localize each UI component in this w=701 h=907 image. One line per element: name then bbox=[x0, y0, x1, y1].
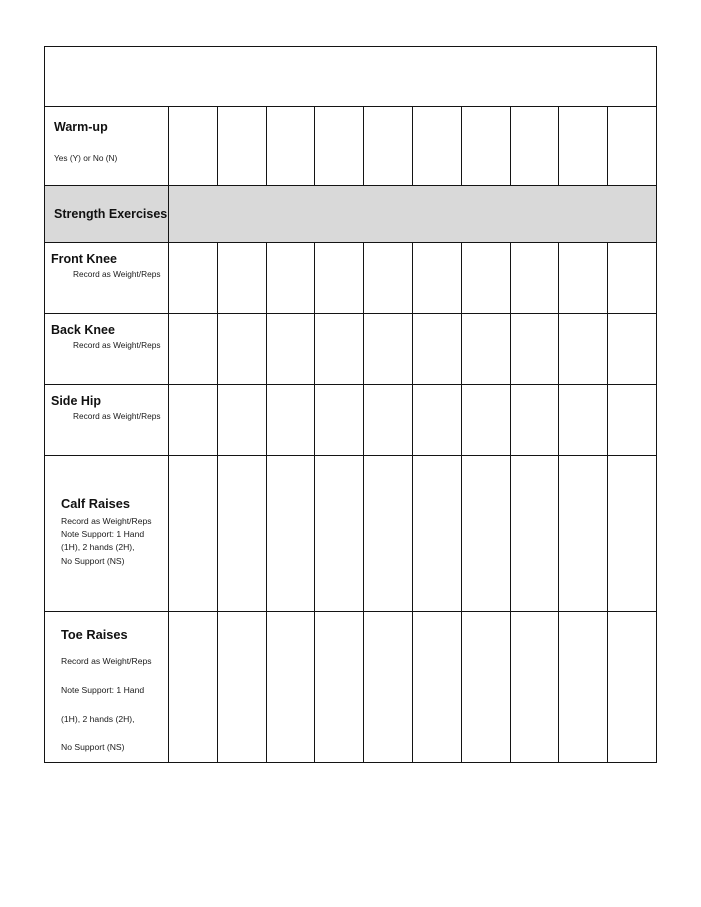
row-title-strength-exercises: Strength Exercises bbox=[54, 206, 168, 221]
entry-cell-back-knee-2[interactable] bbox=[217, 314, 266, 385]
row-note-calf-raises-3: (1H), 2 hands (2H), bbox=[61, 542, 135, 553]
row-label-toe-raises bbox=[45, 612, 169, 763]
entry-cell-warm-up-9[interactable] bbox=[559, 107, 608, 186]
entry-cell-toe-raises-7[interactable] bbox=[461, 612, 510, 763]
entry-cell-warm-up-3[interactable] bbox=[266, 107, 315, 186]
row-title-back-knee: Back Knee bbox=[51, 323, 115, 337]
row-note-calf-raises-2: Note Support: 1 Hand bbox=[61, 529, 145, 540]
row-title-warm-up: Warm-up bbox=[54, 120, 108, 134]
entry-cell-toe-raises-9[interactable] bbox=[559, 612, 608, 763]
row-note-back-knee-1: Record as Weight/Reps bbox=[73, 340, 161, 350]
row-label-back-knee bbox=[45, 314, 169, 385]
row-label-front-knee bbox=[45, 243, 169, 314]
entry-cell-toe-raises-10[interactable] bbox=[608, 612, 657, 763]
entry-cell-side-hip-6[interactable] bbox=[412, 385, 461, 456]
entry-cell-calf-raises-1[interactable] bbox=[169, 456, 218, 612]
entry-cell-warm-up-10[interactable] bbox=[608, 107, 657, 186]
entry-cell-toe-raises-4[interactable] bbox=[315, 612, 364, 763]
entry-cell-side-hip-7[interactable] bbox=[461, 385, 510, 456]
row-note-front-knee-1: Record as Weight/Reps bbox=[73, 269, 161, 279]
entry-cell-toe-raises-1[interactable] bbox=[169, 612, 218, 763]
row-label-side-hip bbox=[45, 385, 169, 456]
entry-cell-side-hip-1[interactable] bbox=[169, 385, 218, 456]
entry-cell-warm-up-4[interactable] bbox=[315, 107, 364, 186]
entry-cell-side-hip-2[interactable] bbox=[217, 385, 266, 456]
table-row-strength-exercises bbox=[45, 186, 657, 243]
row-note-toe-raises-1: Record as Weight/Reps bbox=[61, 656, 152, 667]
table-row-toe-raises bbox=[45, 612, 657, 763]
row-note-toe-raises-3: (1H), 2 hands (2H), bbox=[61, 713, 135, 724]
entry-cell-front-knee-2[interactable] bbox=[217, 243, 266, 314]
entry-cell-back-knee-3[interactable] bbox=[266, 314, 315, 385]
entry-cell-toe-raises-3[interactable] bbox=[266, 612, 315, 763]
entry-cell-back-knee-10[interactable] bbox=[608, 314, 657, 385]
entry-cell-front-knee-4[interactable] bbox=[315, 243, 364, 314]
entry-cell-side-hip-9[interactable] bbox=[559, 385, 608, 456]
entry-cell-calf-raises-6[interactable] bbox=[412, 456, 461, 612]
entry-cell-back-knee-8[interactable] bbox=[510, 314, 559, 385]
table-row-calf-raises bbox=[45, 456, 657, 612]
entry-cell-back-knee-6[interactable] bbox=[412, 314, 461, 385]
entry-cell-back-knee-4[interactable] bbox=[315, 314, 364, 385]
entry-cell-calf-raises-9[interactable] bbox=[559, 456, 608, 612]
entry-cell-calf-raises-2[interactable] bbox=[217, 456, 266, 612]
row-note-calf-raises-1: Record as Weight/Reps bbox=[61, 516, 152, 527]
entry-cell-toe-raises-8[interactable] bbox=[510, 612, 559, 763]
entry-cell-warm-up-7[interactable] bbox=[461, 107, 510, 186]
row-note-warm-up-1: Yes (Y) or No (N) bbox=[54, 153, 118, 163]
row-note-side-hip-1: Record as Weight/Reps bbox=[73, 411, 161, 421]
row-note-calf-raises-4: No Support (NS) bbox=[61, 555, 125, 566]
row-label-strength-exercises bbox=[45, 186, 169, 243]
entry-cell-front-knee-9[interactable] bbox=[559, 243, 608, 314]
section-spacer-strength-exercises bbox=[169, 186, 657, 243]
entry-cell-calf-raises-10[interactable] bbox=[608, 456, 657, 612]
entry-cell-back-knee-9[interactable] bbox=[559, 314, 608, 385]
entry-cell-warm-up-2[interactable] bbox=[217, 107, 266, 186]
entry-cell-toe-raises-6[interactable] bbox=[412, 612, 461, 763]
entry-cell-warm-up-8[interactable] bbox=[510, 107, 559, 186]
entry-cell-calf-raises-4[interactable] bbox=[315, 456, 364, 612]
row-title-toe-raises: Toe Raises bbox=[61, 627, 128, 642]
entry-cell-calf-raises-7[interactable] bbox=[461, 456, 510, 612]
row-title-front-knee: Front Knee bbox=[51, 252, 117, 266]
table-row-front-knee bbox=[45, 243, 657, 314]
entry-cell-side-hip-8[interactable] bbox=[510, 385, 559, 456]
entry-cell-calf-raises-3[interactable] bbox=[266, 456, 315, 612]
entry-cell-side-hip-10[interactable] bbox=[608, 385, 657, 456]
row-title-side-hip: Side Hip bbox=[51, 394, 102, 408]
entry-cell-back-knee-7[interactable] bbox=[461, 314, 510, 385]
row-label-warm-up bbox=[45, 107, 169, 186]
page-title: EXERCISE JOURNAL bbox=[237, 47, 464, 71]
entry-cell-calf-raises-8[interactable] bbox=[510, 456, 559, 612]
entry-cell-back-knee-5[interactable] bbox=[364, 314, 413, 385]
row-note-toe-raises-4: No Support (NS) bbox=[61, 742, 125, 753]
row-note-toe-raises-2: Note Support: 1 Hand bbox=[61, 684, 145, 695]
table-row-side-hip bbox=[45, 385, 657, 456]
row-label-calf-raises bbox=[45, 456, 169, 612]
entry-cell-warm-up-1[interactable] bbox=[169, 107, 218, 186]
row-title-calf-raises: Calf Raises bbox=[61, 496, 130, 511]
entry-cell-front-knee-7[interactable] bbox=[461, 243, 510, 314]
entry-cell-front-knee-1[interactable] bbox=[169, 243, 218, 314]
entry-cell-calf-raises-5[interactable] bbox=[364, 456, 413, 612]
entry-cell-front-knee-6[interactable] bbox=[412, 243, 461, 314]
entry-cell-side-hip-5[interactable] bbox=[364, 385, 413, 456]
entry-cell-toe-raises-5[interactable] bbox=[364, 612, 413, 763]
entry-cell-toe-raises-2[interactable] bbox=[217, 612, 266, 763]
entry-cell-front-knee-8[interactable] bbox=[510, 243, 559, 314]
entry-cell-warm-up-6[interactable] bbox=[412, 107, 461, 186]
table-row-warm-up bbox=[45, 107, 657, 186]
table-row-back-knee bbox=[45, 314, 657, 385]
exercise-journal-table bbox=[44, 46, 657, 763]
entry-cell-side-hip-4[interactable] bbox=[315, 385, 364, 456]
entry-cell-front-knee-3[interactable] bbox=[266, 243, 315, 314]
entry-cell-front-knee-5[interactable] bbox=[364, 243, 413, 314]
entry-cell-back-knee-1[interactable] bbox=[169, 314, 218, 385]
entry-cell-front-knee-10[interactable] bbox=[608, 243, 657, 314]
entry-cell-side-hip-3[interactable] bbox=[266, 385, 315, 456]
journal-title-cell bbox=[45, 47, 657, 107]
entry-cell-warm-up-5[interactable] bbox=[364, 107, 413, 186]
title-row bbox=[45, 47, 657, 107]
